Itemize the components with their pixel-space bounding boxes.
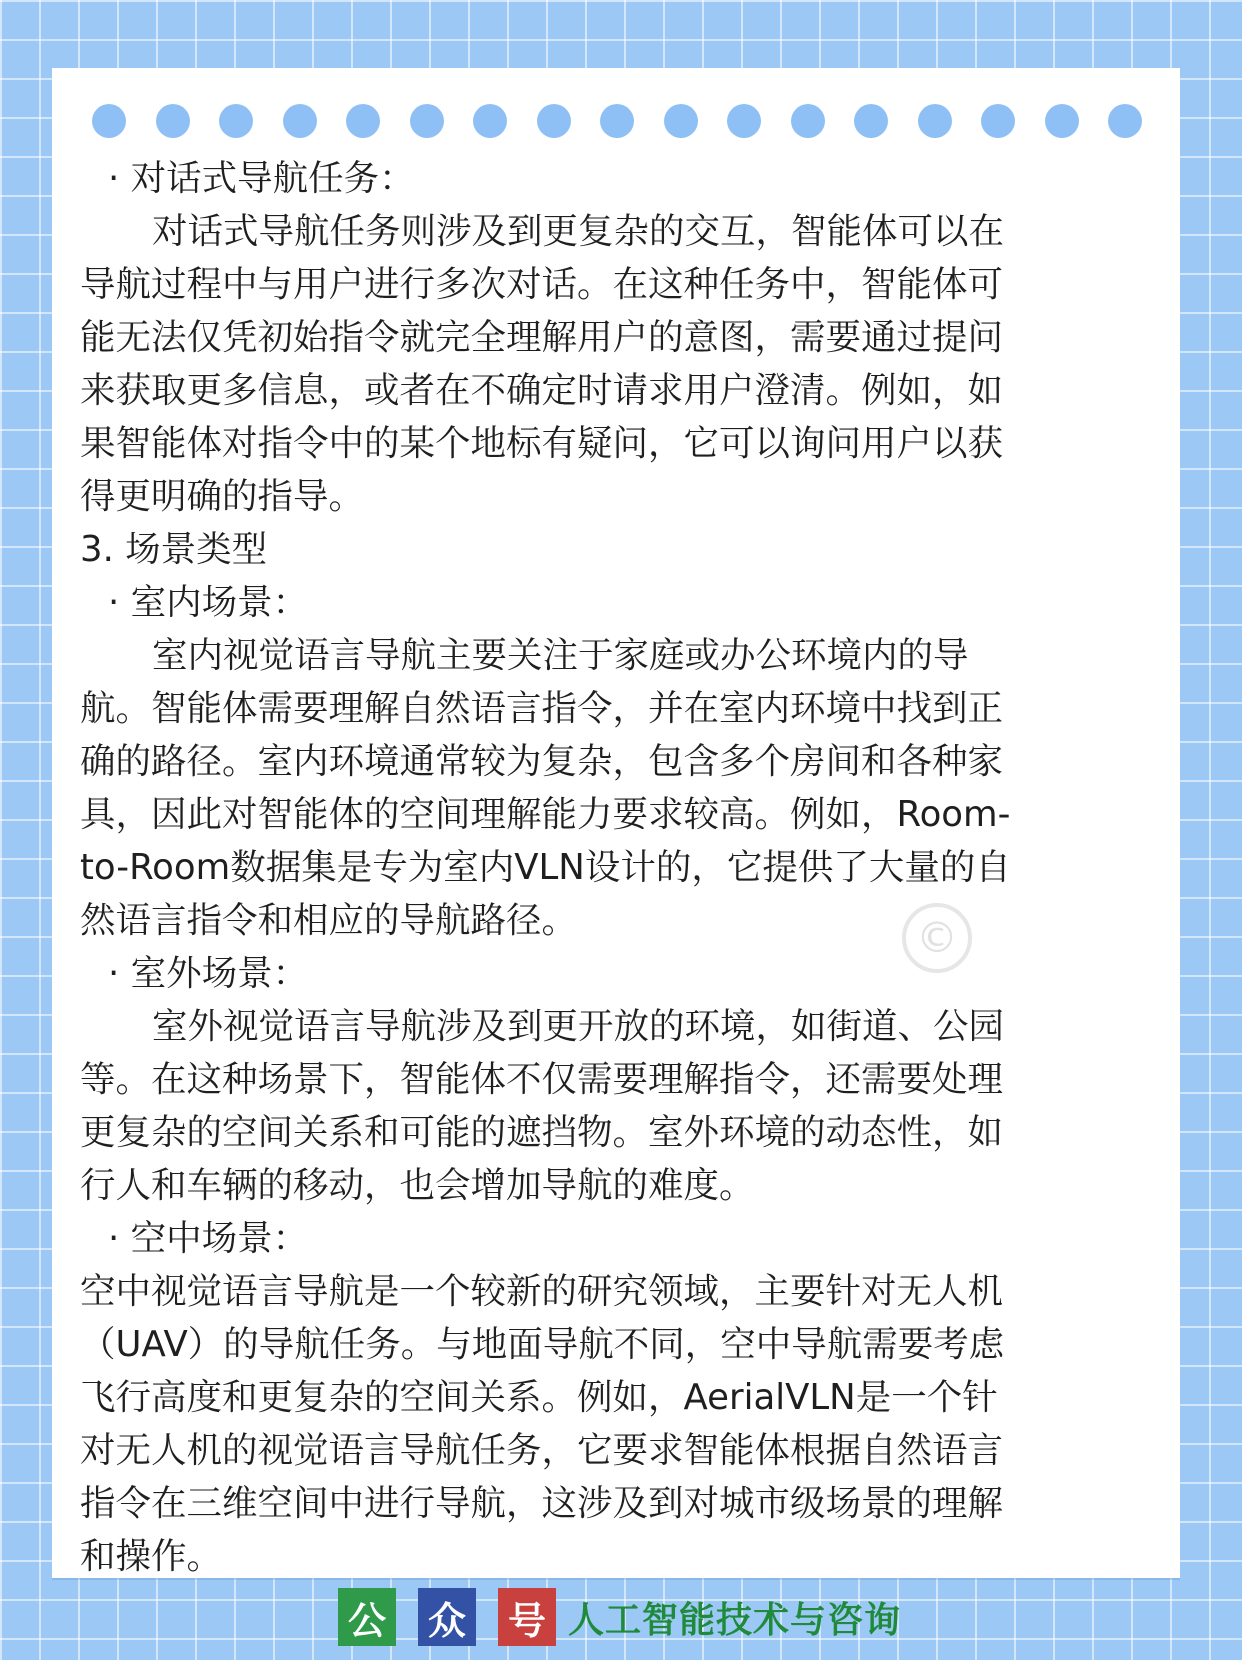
paragraph-line: 能无法仅凭初始指令就完全理解用户的意图，需要通过提问 <box>80 317 1004 358</box>
badge-gong: 公 <box>338 1588 396 1646</box>
bullet-heading-indoor: · 室内场景： <box>108 582 309 623</box>
bullet-heading-aerial: · 空中场景： <box>108 1218 309 1259</box>
binder-hole <box>854 104 888 138</box>
paragraph-line: 和操作。 <box>80 1536 223 1577</box>
paragraph-line: 飞行高度和更复杂的空间关系。例如，AerialVLN是一个针 <box>80 1377 998 1418</box>
paragraph-line: 然语言指令和相应的导航路径。 <box>80 900 578 941</box>
paragraph-line: 得更明确的指导。 <box>80 476 365 517</box>
bullet-heading-outdoor: · 室外场景： <box>108 953 309 994</box>
paragraph-line: 空中视觉语言导航是一个较新的研究领域，主要针对无人机 <box>80 1271 1004 1312</box>
footer-brand <box>338 1586 901 1648</box>
binder-hole <box>410 104 444 138</box>
paragraph-line: 室内视觉语言导航主要关注于家庭或办公环境内的导 <box>152 635 969 676</box>
binder-hole <box>791 104 825 138</box>
paragraph-line: （UAV）的导航任务。与地面导航不同，空中导航需要考虑 <box>80 1324 1005 1365</box>
paragraph-line: 更复杂的空间关系和可能的遮挡物。室外环境的动态性，如 <box>80 1112 1004 1153</box>
paragraph-line: 果智能体对指令中的某个地标有疑问，它可以询问用户以获 <box>80 423 1004 464</box>
binder-hole <box>600 104 634 138</box>
binder-hole <box>283 104 317 138</box>
binder-hole <box>981 104 1015 138</box>
paragraph-line: 行人和车辆的移动，也会增加导航的难度。 <box>80 1165 755 1206</box>
paragraph-line: 来获取更多信息，或者在不确定时请求用户澄清。例如，如 <box>80 370 1004 411</box>
paragraph-line: to-Room数据集是专为室内VLN设计的，它提供了大量的自 <box>80 847 1011 888</box>
paragraph-line: 具，因此对智能体的空间理解能力要求较高。例如，Room- <box>80 794 1011 835</box>
binder-hole <box>156 104 190 138</box>
badge-zhong: 众 <box>418 1588 476 1646</box>
binder-hole <box>1108 104 1142 138</box>
binder-hole <box>664 104 698 138</box>
paragraph-line: 确的路径。室内环境通常较为复杂，包含多个房间和各种家 <box>80 741 1004 782</box>
copyright-watermark-icon: © <box>902 903 972 973</box>
binder-hole <box>1045 104 1079 138</box>
binder-hole <box>727 104 761 138</box>
binder-holes <box>92 104 1142 138</box>
binder-hole <box>346 104 380 138</box>
paragraph-line: 室外视觉语言导航涉及到更开放的环境，如街道、公园 <box>152 1006 1005 1047</box>
section-heading-scene-types: 3. 场景类型 <box>80 529 268 570</box>
paragraph-line: 导航过程中与用户进行多次对话。在这种任务中，智能体可 <box>80 264 1004 305</box>
binder-hole <box>918 104 952 138</box>
paragraph-line: 对无人机的视觉语言导航任务，它要求智能体根据自然语言 <box>80 1430 1004 1471</box>
paragraph-line: 对话式导航任务则涉及到更复杂的交互，智能体可以在 <box>152 211 1005 252</box>
binder-hole <box>537 104 571 138</box>
binder-hole <box>473 104 507 138</box>
binder-hole <box>219 104 253 138</box>
paragraph-line: 指令在三维空间中进行导航，这涉及到对城市级场景的理解 <box>80 1483 1004 1524</box>
paragraph-line: 等。在这种场景下，智能体不仅需要理解指令，还需要处理 <box>80 1059 1004 1100</box>
bullet-heading-dialog-nav: · 对话式导航任务： <box>108 158 415 199</box>
article-body <box>80 152 1140 1583</box>
binder-hole <box>92 104 126 138</box>
account-name: 人工智能技术与咨询 <box>568 1599 902 1641</box>
badge-hao: 号 <box>498 1588 556 1646</box>
paragraph-line: 航。智能体需要理解自然语言指令，并在室内环境中找到正 <box>80 688 1004 729</box>
